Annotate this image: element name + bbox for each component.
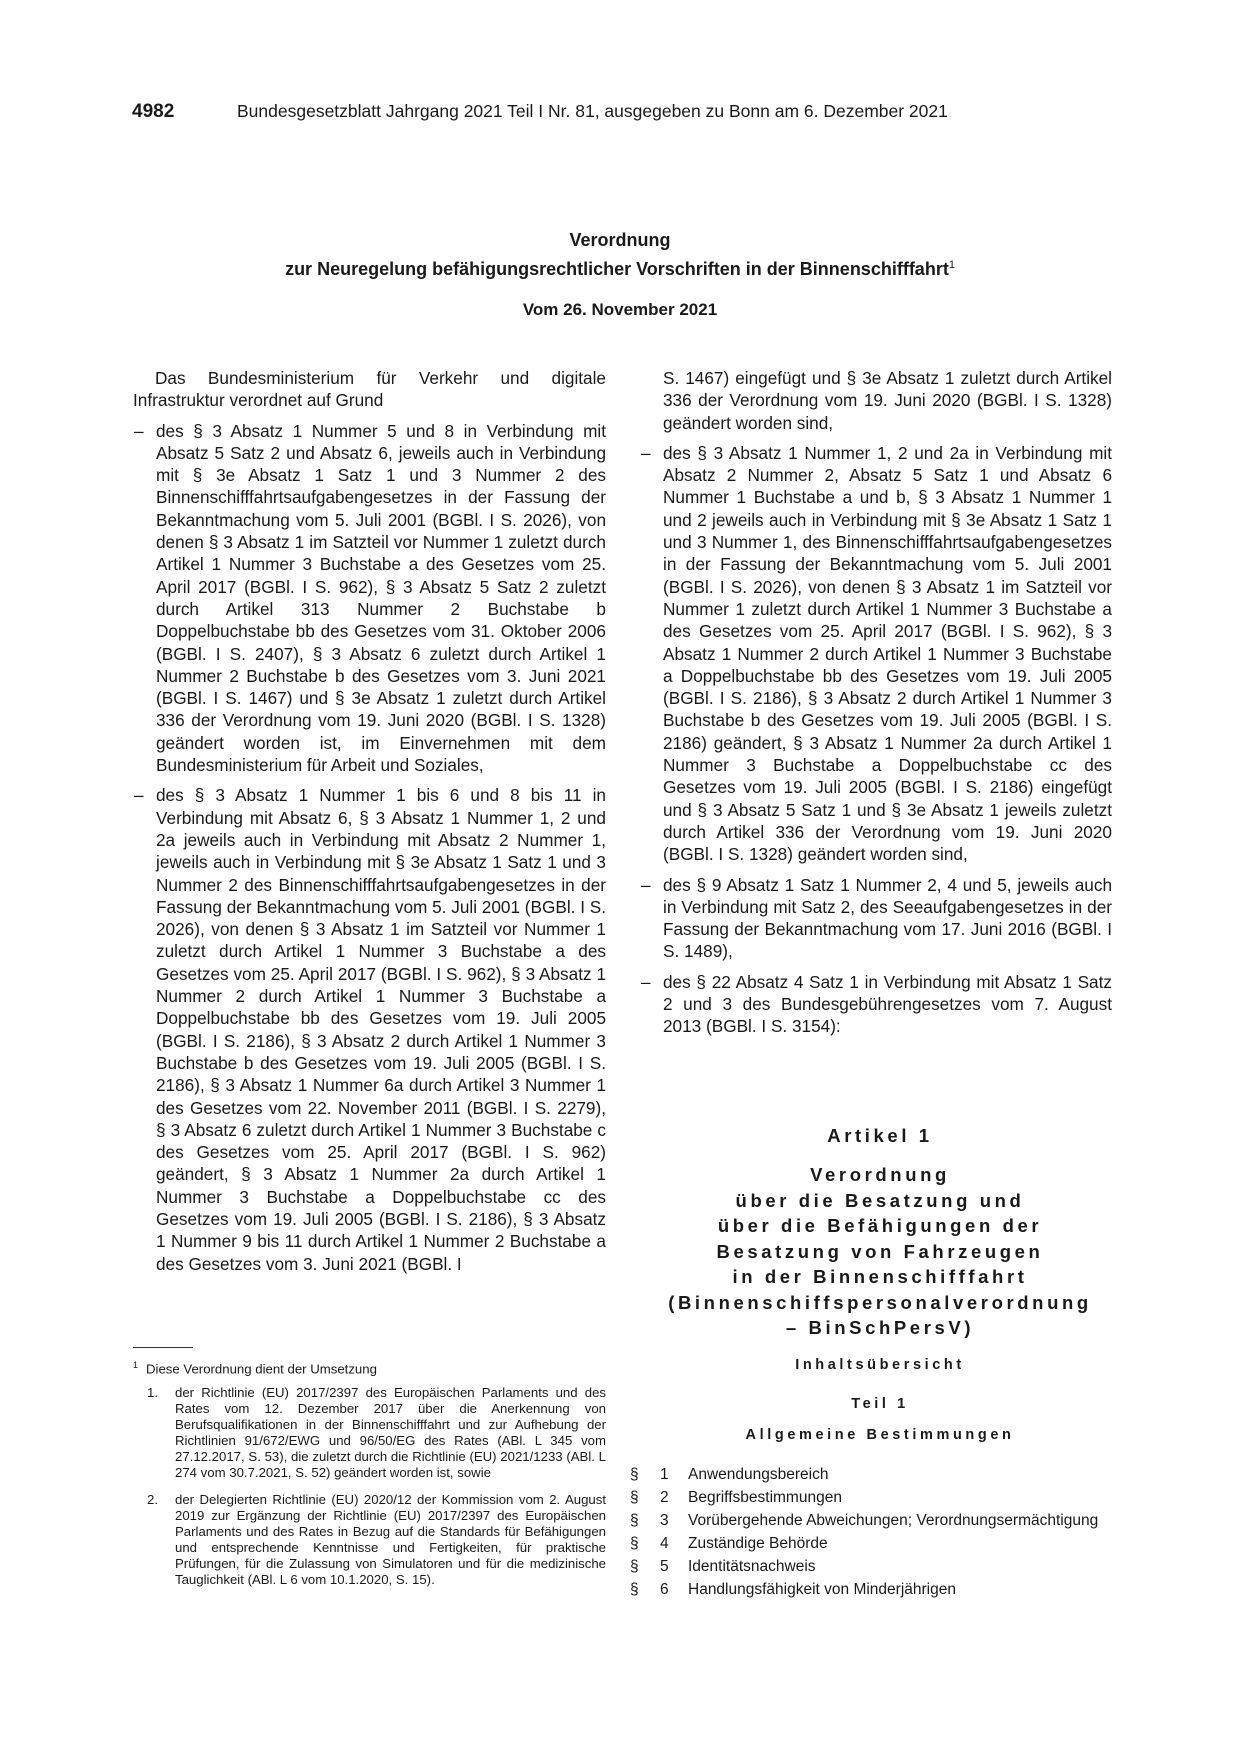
section-title: Vorübergehende Abweichungen; Verordnungsermächtigung <box>688 1512 1099 1529</box>
section-symbol: § <box>630 1581 639 1598</box>
section-symbol: § <box>630 1535 639 1552</box>
footnote-item <box>133 1492 606 1588</box>
toc-entry <box>630 1488 1110 1507</box>
footnote-item-number: 1. <box>147 1385 158 1401</box>
part-heading: Teil 1 <box>851 1396 909 1412</box>
section-title: Zuständige Behörde <box>688 1535 828 1552</box>
footnote-number: 1 <box>133 1360 139 1370</box>
article-title-line: Verordnung <box>810 1164 950 1185</box>
legal-basis-item: – des § 22 Absatz 4 Satz 1 in Verbindung mit Absatz 1 Satz 2 und 3 des Bundesgebührengesetzes vom 7. August 2013 (BGBl. I S. 3154): <box>640 971 1112 1038</box>
footnote-item-number: 2. <box>147 1492 158 1508</box>
section-title: Begriffsbestimmungen <box>688 1489 842 1506</box>
running-title: Bundesgesetzblatt Jahrgang 2021 Teil I Nr. 81, ausgegeben zu Bonn am 6. Dezember 2021 <box>237 101 948 121</box>
section-symbol: § <box>630 1558 639 1575</box>
section-symbol: § <box>630 1466 639 1483</box>
article-title <box>620 1162 1140 1341</box>
section-number: 6 <box>660 1581 669 1598</box>
document-title <box>180 228 1060 282</box>
footnote-item <box>133 1385 606 1481</box>
section-symbol: § <box>630 1489 639 1506</box>
section-number: 4 <box>660 1535 669 1552</box>
toc-entry <box>630 1534 1110 1553</box>
article-title-line: über die Besatzung und <box>735 1189 1025 1211</box>
legal-basis-item: – des § 3 Absatz 1 Nummer 1, 2 und 2a in Verbindung mit Absatz 2 Nummer 2, Absatz 5 Satz 1 und Absatz 6 Nummer 1 Buchstabe a und b, § 3 Absatz 1 Nummer 1 und 2 jeweils auch in Verbindung mit § 3e Absatz 1 Satz 1 und 3 Nummer 1, des Binnenschifffahrtsaufgabengesetzes in der Fassung der Bekanntmachung vom 5. Juli 2001 (BGBl. I S. 2026), von denen § 3 Absatz 1 im Satzteil vor Nummer 1 zuletzt durch Artikel 1 Nummer 3 Buchstabe a des Gesetzes vom 25. April 2017 (BGBl. I S. 962), § 3 Absatz 1 Nummer 2 durch Artikel 1 Nummer 3 Buchstabe a Doppelbuchstabe bb des Gesetzes vom 19. Juli 2005 (BGBl. I S. 2186), § 3 Absatz 2 durch Artikel 1 Nummer 3 Buchstabe b des Gesetzes vom 19. Juli 2005 (BGBl. I S. 2186) geändert, § 3 Absatz 1 Nummer 2a durch Artikel 1 Nummer 3 Buchstabe a Doppelbuchstabe cc des Gesetzes vom 19. Juli 2005 (BGBl. I S. 2186) eingefügt und § 3 Absatz 5 Satz 1 und § 3e Absatz 1 jeweils zuletzt durch Artikel 336 der Verordnung vom 19. Juni 2020 (BGBl. I S. 1328) geändert worden sind, <box>640 442 1112 866</box>
intro-paragraph: Das Bundesministerium für Verkehr und digitale Infrastruktur verordnet auf Grund <box>133 368 606 411</box>
table-of-contents <box>630 1465 1110 1603</box>
footnote <box>133 1357 606 1599</box>
footnote-item-text: der Richtlinie (EU) 2017/2397 des Europäischen Parlaments und des Rates vom 12. Dezember 2017 über die Anerkennung von Berufsqualifikationen in der Binnenschifffahrt und zur Aufhebung der Richtlinien 91/672/EWG und 96/50/EG des Rates (ABl. L 345 vom 27.12.2017, S. 53), die zuletzt durch die Richtlinie (EU) 2021/1233 (ABl. L 274 vom 30.7.2021, S. 52) geändert worden ist, sowie <box>175 1385 606 1481</box>
footnote-intro: $^1$ Diese Verordnung dient der Umsetzung <box>133 1360 377 1377</box>
section-number: 2 <box>660 1489 669 1506</box>
article-heading: Artikel 1 <box>827 1125 933 1146</box>
section-number: 3 <box>660 1512 669 1529</box>
article-title-line: Besatzung von Fahrzeugen <box>716 1240 1044 1262</box>
section-number: 5 <box>660 1558 669 1575</box>
section-symbol: § <box>630 1512 639 1529</box>
legal-basis-continuation: S. 1467) eingefügt und § 3e Absatz 1 zuletzt durch Artikel 336 der Verordnung vom 19. Juni 2020 (BGBl. I S. 1328) geändert worden sind, <box>663 368 1112 433</box>
footnote-mark: 1 <box>948 259 955 271</box>
document-date: Vom 26. November 2021 <box>522 300 718 319</box>
toc-heading: Inhaltsübersicht <box>795 1357 965 1373</box>
right-column <box>640 367 1112 1038</box>
legal-basis-item: – des § 9 Absatz 1 Satz 1 Nummer 2, 4 und 5, jeweils auch in Verbindung mit Satz 2, des Seeaufgabengesetzes in der Fassung der Bekanntmachung vom 17. Juni 2016 (BGBl. I S. 1489), <box>640 874 1112 963</box>
article-title-line: über die Befähigungen der <box>717 1215 1043 1236</box>
footnote-divider <box>133 1347 193 1348</box>
page-number: 4982 <box>132 101 175 122</box>
title-line-1: Verordnung <box>569 230 671 250</box>
toc-entry <box>630 1580 1110 1599</box>
toc-entry <box>630 1557 1110 1576</box>
footnote-item-text: der Delegierten Richtlinie (EU) 2020/12 der Kommission vom 2. August 2019 zur Ergänzung der Richtlinie (EU) 2017/2397 des Europäischen Parlaments und des Rates in Bezug auf die Standards für Befähigungen und entsprechende Kenntnisse und Fertigkeiten, für praktische Prüfungen, für die Zulassung von Simulatoren und für die medizinische Tauglichkeit (ABl. L 6 vom 10.1.2020, S. 15). <box>175 1492 606 1588</box>
section-title: Anwendungsbereich <box>688 1466 829 1483</box>
article-title-line: in der Binnenschifffahrt <box>732 1266 1028 1287</box>
article-title-line: (Binnenschiffspersonalverordnung <box>668 1291 1092 1313</box>
left-column <box>133 367 606 1275</box>
section-number: 1 <box>660 1466 669 1483</box>
section-title: Handlungsfähigkeit von Minderjährigen <box>688 1581 956 1598</box>
article-title-line: – BinSchPersV) <box>785 1317 975 1338</box>
toc-entry <box>630 1511 1110 1530</box>
section-title: Identitätsnachweis <box>688 1558 816 1575</box>
page-header <box>132 101 1012 123</box>
legal-basis-item: – des § 3 Absatz 1 Nummer 5 und 8 in Verbindung mit Absatz 5 Satz 2 und Absatz 6, jeweils auch in Verbindung mit § 3e Absatz 1 Satz 1 und 3 Nummer 2 des Binnenschifffahrtsaufgabengesetzes in der Fassung der Bekanntmachung vom 5. Juli 2001 (BGBl. I S. 2026), von denen § 3 Absatz 1 im Satzteil vor Nummer 1 zuletzt durch Artikel 1 Nummer 3 Buchstabe a des Gesetzes vom 25. April 2017 (BGBl. I S. 962), § 3 Absatz 5 Satz 2 zuletzt durch Artikel 313 Nummer 2 Buchstabe b Doppelbuchstabe bb des Gesetzes vom 31. Oktober 2006 (BGBl. I S. 2407), § 3 Absatz 6 zuletzt durch Artikel 1 Nummer 2 Buchstabe b des Gesetzes vom 3. Juni 2021 (BGBl. I S. 1467) und § 3e Absatz 1 zuletzt durch Artikel 336 der Verordnung vom 19. Juni 2020 (BGBl. I S. 1328) geändert worden ist, im Einvernehmen mit dem Bundesministerium für Arbeit und Soziales, <box>133 420 606 777</box>
legal-basis-item: – des § 3 Absatz 1 Nummer 1 bis 6 und 8 bis 11 in Verbindung mit Absatz 6, § 3 Absatz 1 Nummer 1, 2 und 2a jeweils auch in Verbindung mit Absatz 2 Nummer 1, jeweils auch in Verbindung mit § 3e Absatz 1 Satz 1 und 3 Nummer 2 des Binnenschifffahrtsaufgabengesetzes in der Fassung der Bekanntmachung vom 5. Juli 2001 (BGBl. I S. 2026), von denen § 3 Absatz 1 im Satzteil vor Nummer 1 zuletzt durch Artikel 1 Nummer 3 Buchstabe a des Gesetzes vom 25. April 2017 (BGBl. I S. 962), § 3 Absatz 1 Nummer 2 durch Artikel 1 Nummer 3 Buchstabe a Doppelbuchstabe bb des Gesetzes vom 19. Juli 2005 (BGBl. I S. 2186), § 3 Absatz 2 durch Artikel 1 Nummer 3 Buchstabe b des Gesetzes vom 19. Juli 2005 (BGBl. I S. 2186), § 3 Absatz 1 Nummer 6a durch Artikel 3 Nummer 1 des Gesetzes vom 22. November 2011 (BGBl. I S. 2279), § 3 Absatz 6 zuletzt durch Artikel 1 Nummer 3 Buchstabe c des Gesetzes vom 25. April 2017 (BGBl. I S. 962) geändert, § 3 Absatz 1 Nummer 2a durch Artikel 1 Nummer 3 Buchstabe a Doppelbuchstabe cc des Gesetzes vom 19. Juli 2005 (BGBl. I S. 2186), § 3 Absatz 1 Nummer 9 bis 11 durch Artikel 1 Nummer 2 Buchstabe a des Gesetzes vom 3. Juni 2021 (BGBl. I <box>133 784 606 1275</box>
title-line-2: zur Neuregelung befähigungsrechtlicher Vorschriften in der Binnenschifffahrt$^1$ <box>285 259 955 279</box>
toc-entry <box>630 1465 1110 1484</box>
part-title: Allgemeine Bestimmungen <box>745 1427 1015 1443</box>
